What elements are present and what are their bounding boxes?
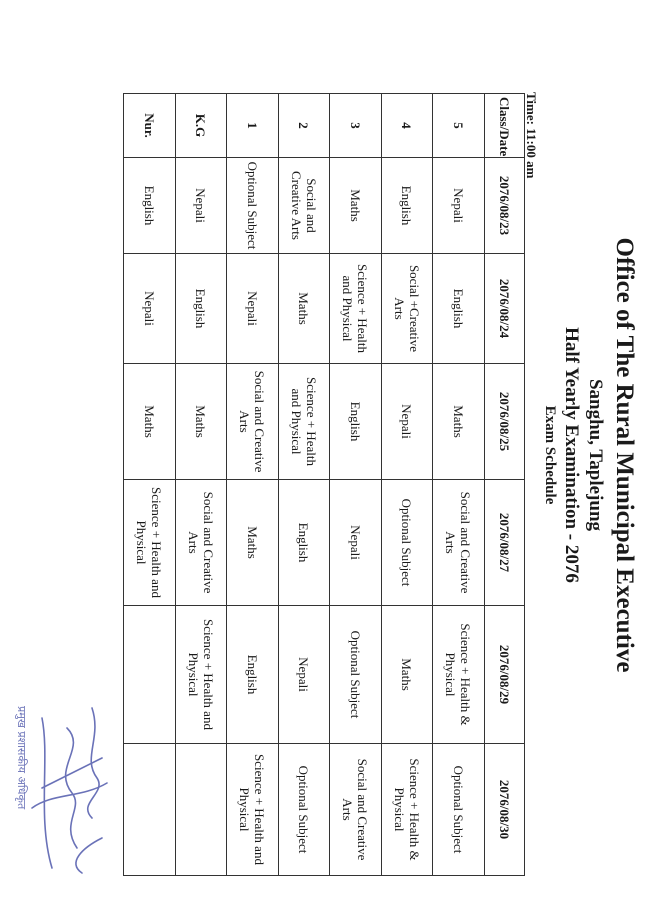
exam-title: Half Yearly Examination - 2076 [561,327,582,583]
subject-cell: Maths [381,606,433,744]
subject-cell: Social +Creative Arts [381,254,433,364]
subject-cell: Social and Creative Arts [330,744,382,876]
column-header: 2076/08/29 [484,606,524,744]
subject-cell: Optional Subject [227,158,279,254]
schedule-heading: Exam Schedule [542,405,558,505]
subject-cell: Social and Creative Arts [433,480,485,606]
subject-cell: Optional Subject [278,744,330,876]
table-row [175,94,227,876]
table-row [433,94,485,876]
subject-cell: Science + Health and Physical [330,254,382,364]
subject-cell: English [381,158,433,254]
subject-cell: Nepali [227,254,279,364]
subject-cell: English [330,364,382,480]
subject-cell: Optional Subject [330,606,382,744]
column-header: 2076/08/23 [484,158,524,254]
class-cell: 5 [433,94,485,158]
subject-cell: Maths [278,254,330,364]
exam-schedule-table [123,93,525,876]
subject-cell [124,744,176,876]
location-subtitle: Sanghu, Taplejung [585,378,606,532]
document-title: Office of The Rural Municipal Executive [611,237,638,673]
subject-cell: Maths [124,364,176,480]
table-row [330,94,382,876]
table-header-row [484,94,524,876]
subject-cell: Social and Creative Arts [278,158,330,254]
subject-cell: Science + Health and Physical [124,480,176,606]
subject-cell [175,744,227,876]
class-cell: K.G [175,94,227,158]
column-header: 2076/08/24 [484,254,524,364]
stamp-text: प्रमुख प्रशासकीय अधिकृत [15,706,28,810]
subject-cell: Nepali [433,158,485,254]
class-cell: 4 [381,94,433,158]
subject-cell: Nepali [124,254,176,364]
table-row [278,94,330,876]
subject-cell: Optional Subject [433,744,485,876]
subject-cell: Maths [227,480,279,606]
subject-cell: Science + Health and Physical [175,606,227,744]
subject-cell [124,606,176,744]
subject-cell: Science + Health and Physical [227,744,279,876]
class-cell: 2 [278,94,330,158]
subject-cell: Social and Creative Arts [175,480,227,606]
subject-cell: English [175,254,227,364]
subject-cell: English [433,254,485,364]
subject-cell: Nepali [175,158,227,254]
table-row [124,94,176,876]
subject-cell: Social and Creative Arts [227,364,279,480]
column-header: 2076/08/25 [484,364,524,480]
subject-cell: Science + Health & Physical [381,744,433,876]
subject-cell: Maths [433,364,485,480]
column-header: Class/Date [484,94,524,158]
subject-cell: Nepali [278,606,330,744]
column-header: 2076/08/30 [484,744,524,876]
subject-cell: Science + Health & Physical [433,606,485,744]
class-cell: Nur. [124,94,176,158]
subject-cell: English [227,606,279,744]
subject-cell: Nepali [330,480,382,606]
table-row [227,94,279,876]
subject-cell: English [278,480,330,606]
exam-time: Time: 11:00 am [524,92,539,179]
column-header: 2076/08/27 [484,480,524,606]
subject-cell: Maths [330,158,382,254]
subject-cell: Nepali [381,364,433,480]
class-cell: 1 [227,94,279,158]
subject-cell: Science + Health and Physical [278,364,330,480]
class-cell: 3 [330,94,382,158]
signature-stamp [12,698,122,888]
subject-cell: Maths [175,364,227,480]
subject-cell: Optional Subject [381,480,433,606]
table-row [381,94,433,876]
subject-cell: English [124,158,176,254]
